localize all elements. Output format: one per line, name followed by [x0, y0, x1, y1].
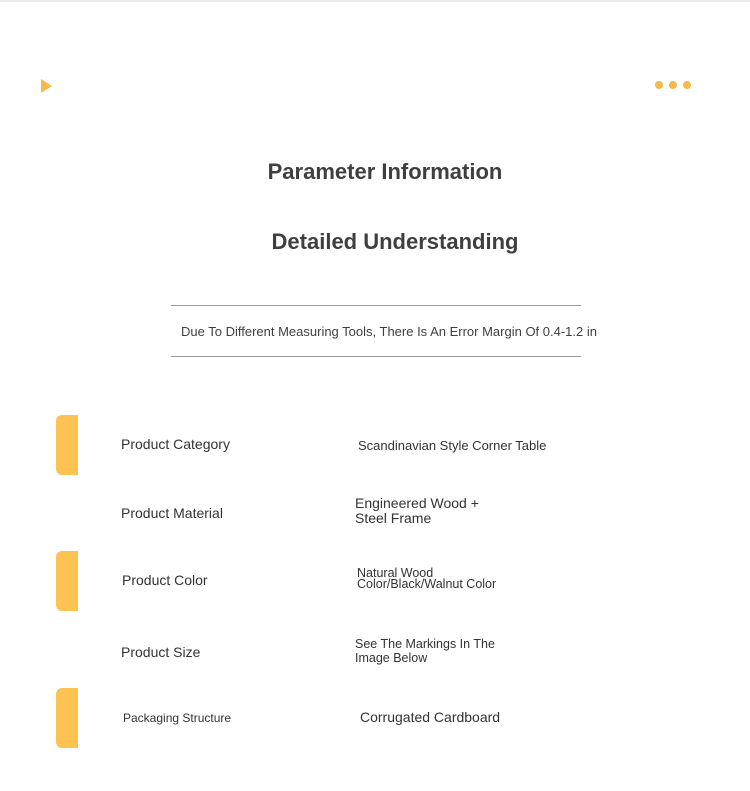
top-divider [0, 0, 750, 2]
row-accent-bar [56, 415, 78, 475]
note-bottom-divider [171, 356, 581, 357]
value-product-material: Engineered Wood + Steel Frame [355, 495, 479, 526]
label-product-color: Product Color [122, 572, 208, 588]
dot-icon [655, 81, 663, 89]
dot-icon [669, 81, 677, 89]
play-triangle-icon [41, 79, 52, 93]
row-accent-bar [56, 551, 78, 611]
label-product-material: Product Material [121, 505, 223, 521]
value-product-size: See The Markings In The Image Below [355, 637, 495, 665]
value-product-category: Scandinavian Style Corner Table [358, 438, 547, 453]
row-accent-bar [56, 688, 78, 748]
measurement-note: Due To Different Measuring Tools, There Is An Error Margin Of 0.4-1.2 in [181, 324, 597, 339]
value-packaging-structure: Corrugated Cardboard [360, 709, 501, 725]
three-dots-icon [655, 81, 695, 89]
label-product-category: Product Category [121, 436, 230, 452]
label-product-size: Product Size [121, 644, 201, 660]
page-title: Parameter Information [267, 159, 503, 184]
value-product-color: Natural Wood Color/Black/Walnut Color [357, 566, 497, 591]
page-subtitle: Detailed Understanding [271, 229, 519, 254]
label-packaging-structure: Packaging Structure [123, 711, 232, 725]
note-top-divider [171, 305, 581, 306]
dot-icon [683, 81, 691, 89]
